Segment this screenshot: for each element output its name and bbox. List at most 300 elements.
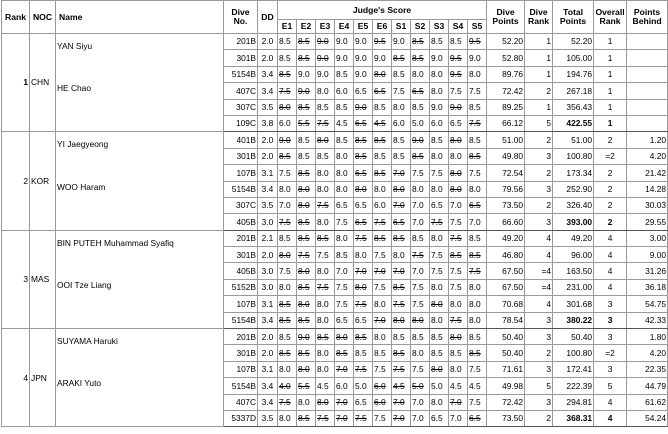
judge-score: 8.0 bbox=[316, 83, 335, 99]
dive-points: 70.68 bbox=[487, 296, 525, 312]
judge-score: 7.5 bbox=[392, 361, 411, 377]
judge-score: 8.5 bbox=[335, 66, 354, 82]
dive-number: 301B bbox=[224, 148, 258, 164]
dive-number: 5152B bbox=[224, 279, 258, 295]
degree-of-difficulty: 3.5 bbox=[258, 410, 278, 426]
judge-score: 8.5 bbox=[411, 99, 430, 115]
degree-of-difficulty: 3.4 bbox=[258, 378, 278, 394]
judge-score: 6.0 bbox=[392, 115, 411, 131]
judge-score: 9.0 bbox=[373, 50, 392, 66]
judge-score: 8.5 bbox=[373, 99, 392, 115]
header-judge-s2: S2 bbox=[411, 20, 430, 34]
judge-score: 8.0 bbox=[354, 181, 373, 197]
judge-score: 6.0 bbox=[335, 83, 354, 99]
judge-score: 8.0 bbox=[278, 247, 297, 263]
judge-score: 8.5 bbox=[411, 50, 430, 66]
dive-number: 5154B bbox=[224, 66, 258, 82]
judge-score: 7.0 bbox=[449, 197, 468, 213]
points-behind bbox=[627, 50, 668, 66]
judge-score: 9.0 bbox=[316, 66, 335, 82]
judge-score: 8.0 bbox=[430, 279, 449, 295]
judge-score: 8.5 bbox=[449, 247, 468, 263]
judge-score: 8.0 bbox=[411, 181, 430, 197]
judge-score: 7.5 bbox=[430, 214, 449, 230]
header-total-points: Total Points bbox=[553, 1, 594, 34]
degree-of-difficulty: 2.0 bbox=[258, 132, 278, 148]
judge-score: 8.0 bbox=[392, 181, 411, 197]
dive-rank: 3 bbox=[525, 214, 553, 230]
judge-score: 8.0 bbox=[430, 230, 449, 246]
points-behind: 42.33 bbox=[627, 312, 668, 328]
dive-number: 301B bbox=[224, 50, 258, 66]
judge-score: 6.0 bbox=[373, 394, 392, 410]
judge-score: 8.0 bbox=[316, 361, 335, 377]
points-behind: 4.20 bbox=[627, 345, 668, 361]
dive-rank: =4 bbox=[525, 263, 553, 279]
athlete-name: YAN Siyu bbox=[57, 41, 93, 51]
judge-score: 8.0 bbox=[316, 263, 335, 279]
judge-score: 7.5 bbox=[411, 165, 430, 181]
dive-number: 107B bbox=[224, 361, 258, 377]
judge-score: 6.5 bbox=[449, 115, 468, 131]
header-dive-points: Dive Points bbox=[487, 1, 525, 34]
judge-score: 8.5 bbox=[373, 165, 392, 181]
overall-rank: 1 bbox=[594, 115, 627, 131]
judge-score: 6.5 bbox=[354, 394, 373, 410]
header-judge-s4: S4 bbox=[449, 20, 468, 34]
judge-score: 8.0 bbox=[373, 329, 392, 345]
judge-score: 5.0 bbox=[354, 378, 373, 394]
judge-score: 7.0 bbox=[335, 361, 354, 377]
judge-score: 7.0 bbox=[449, 394, 468, 410]
judge-score: 8.5 bbox=[278, 329, 297, 345]
judge-score: 7.0 bbox=[392, 197, 411, 213]
judge-score: 6.0 bbox=[373, 197, 392, 213]
dive-rank: 2 bbox=[525, 197, 553, 213]
judge-score: 9.5 bbox=[373, 34, 392, 50]
judge-score: 8.5 bbox=[354, 132, 373, 148]
judge-score: 7.0 bbox=[392, 165, 411, 181]
total-points: 356.43 bbox=[553, 99, 594, 115]
degree-of-difficulty: 3.0 bbox=[258, 214, 278, 230]
dive-points: 73.50 bbox=[487, 197, 525, 213]
judge-score: 6.5 bbox=[354, 312, 373, 328]
degree-of-difficulty: 3.4 bbox=[258, 394, 278, 410]
judge-score: 7.0 bbox=[411, 394, 430, 410]
judge-score: 8.0 bbox=[430, 361, 449, 377]
judge-score: 7.5 bbox=[392, 83, 411, 99]
dive-rank: 3 bbox=[525, 394, 553, 410]
judge-score: 7.5 bbox=[449, 214, 468, 230]
overall-rank: 2 bbox=[594, 197, 627, 213]
overall-rank: =2 bbox=[594, 345, 627, 361]
team-athletes bbox=[56, 230, 224, 328]
judge-score: 8.5 bbox=[316, 99, 335, 115]
header-judge-e4: E4 bbox=[335, 20, 354, 34]
judge-score: 8.5 bbox=[373, 230, 392, 246]
judge-score: 8.0 bbox=[316, 132, 335, 148]
dive-points: 50.40 bbox=[487, 329, 525, 345]
header-dive-rank: Dive Rank bbox=[525, 1, 553, 34]
judge-score: 7.5 bbox=[392, 296, 411, 312]
dive-row bbox=[2, 230, 668, 246]
total-points: 326.40 bbox=[553, 197, 594, 213]
judge-score: 8.5 bbox=[392, 132, 411, 148]
judge-score: 6.5 bbox=[468, 410, 487, 426]
judge-score: 8.0 bbox=[392, 312, 411, 328]
judge-score: 8.5 bbox=[297, 279, 316, 295]
dive-number: 5154B bbox=[224, 378, 258, 394]
degree-of-difficulty: 3.1 bbox=[258, 165, 278, 181]
judge-score: 7.5 bbox=[335, 296, 354, 312]
judge-score: 7.0 bbox=[411, 197, 430, 213]
judge-score: 7.0 bbox=[354, 263, 373, 279]
judge-score: 8.0 bbox=[316, 312, 335, 328]
judge-score: 7.5 bbox=[449, 279, 468, 295]
judge-score: 8.5 bbox=[316, 230, 335, 246]
overall-rank: 1 bbox=[594, 83, 627, 99]
judge-score: 8.0 bbox=[297, 197, 316, 213]
athlete-name: YI Jaegyeong bbox=[57, 139, 109, 150]
judge-score: 8.0 bbox=[430, 148, 449, 164]
judge-score: 8.5 bbox=[468, 247, 487, 263]
judge-score: 7.5 bbox=[468, 165, 487, 181]
total-points: 100.80 bbox=[553, 148, 594, 164]
overall-rank: 4 bbox=[594, 263, 627, 279]
total-points: 393.00 bbox=[553, 214, 594, 230]
judge-score: 8.5 bbox=[297, 50, 316, 66]
judge-score: 7.5 bbox=[297, 247, 316, 263]
total-points: 301.68 bbox=[553, 296, 594, 312]
judge-score: 7.5 bbox=[278, 165, 297, 181]
degree-of-difficulty: 3.0 bbox=[258, 279, 278, 295]
dive-rank: 4 bbox=[525, 296, 553, 312]
dive-points: 66.12 bbox=[487, 115, 525, 131]
judge-score: 9.5 bbox=[449, 66, 468, 82]
judge-score: 7.5 bbox=[373, 247, 392, 263]
judge-score: 8.5 bbox=[354, 329, 373, 345]
judge-score: 8.5 bbox=[335, 247, 354, 263]
judge-score: 8.5 bbox=[392, 148, 411, 164]
judge-score: 7.5 bbox=[316, 279, 335, 295]
header-points-behind: Points Behind bbox=[627, 1, 668, 34]
judge-score: 6.5 bbox=[373, 83, 392, 99]
judge-score: 7.5 bbox=[278, 263, 297, 279]
overall-rank: 5 bbox=[594, 378, 627, 394]
judge-score: 7.5 bbox=[449, 230, 468, 246]
judge-score: 8.5 bbox=[392, 329, 411, 345]
judge-score: 8.0 bbox=[411, 312, 430, 328]
total-points: 380.22 bbox=[553, 312, 594, 328]
judge-score: 8.0 bbox=[354, 247, 373, 263]
dive-number: 201B bbox=[224, 230, 258, 246]
judge-score: 7.0 bbox=[411, 263, 430, 279]
judge-score: 8.0 bbox=[392, 247, 411, 263]
team-rank: 3 bbox=[2, 230, 30, 328]
overall-rank: 3 bbox=[594, 361, 627, 377]
judge-score: 8.5 bbox=[354, 148, 373, 164]
athlete-name: BIN PUTEH Muhammad Syafiq bbox=[57, 237, 174, 248]
judge-score: 8.0 bbox=[468, 181, 487, 197]
judge-score: 8.5 bbox=[392, 345, 411, 361]
judge-score: 8.5 bbox=[278, 50, 297, 66]
points-behind: 3.00 bbox=[627, 230, 668, 246]
judge-score: 8.5 bbox=[278, 66, 297, 82]
header-judge-e2: E2 bbox=[297, 20, 316, 34]
degree-of-difficulty: 3.0 bbox=[258, 263, 278, 279]
total-points: 194.76 bbox=[553, 66, 594, 82]
judge-score: 8.0 bbox=[430, 181, 449, 197]
judge-score: 9.0 bbox=[468, 50, 487, 66]
dive-number: 301B bbox=[224, 247, 258, 263]
judge-score: 7.5 bbox=[411, 296, 430, 312]
degree-of-difficulty: 2.1 bbox=[258, 230, 278, 246]
judge-score: 8.5 bbox=[335, 345, 354, 361]
judge-score: 8.5 bbox=[297, 345, 316, 361]
total-points: 294.81 bbox=[553, 394, 594, 410]
judge-score: 7.5 bbox=[354, 410, 373, 426]
judge-score: 9.5 bbox=[449, 50, 468, 66]
judge-score: 8.0 bbox=[449, 329, 468, 345]
dive-rank: 1 bbox=[525, 66, 553, 82]
dive-rank: 2 bbox=[525, 132, 553, 148]
judge-score: 8.0 bbox=[449, 296, 468, 312]
judge-score: 8.0 bbox=[468, 66, 487, 82]
judge-score: 9.0 bbox=[335, 34, 354, 50]
judge-score: 5.0 bbox=[430, 378, 449, 394]
overall-rank: 2 bbox=[594, 214, 627, 230]
judge-score: 8.0 bbox=[278, 361, 297, 377]
dive-number: 405B bbox=[224, 214, 258, 230]
judge-score: 7.5 bbox=[316, 410, 335, 426]
dive-points: 72.42 bbox=[487, 394, 525, 410]
dive-number: 5154B bbox=[224, 181, 258, 197]
judge-score: 8.5 bbox=[449, 34, 468, 50]
judge-score: 4.5 bbox=[468, 378, 487, 394]
judge-score: 8.5 bbox=[468, 230, 487, 246]
team-noc: JPN bbox=[30, 329, 56, 427]
judge-score: 9.0 bbox=[297, 66, 316, 82]
judge-score: 7.5 bbox=[468, 263, 487, 279]
judge-score: 9.0 bbox=[297, 329, 316, 345]
total-points: 51.00 bbox=[553, 132, 594, 148]
judge-score: 8.0 bbox=[449, 132, 468, 148]
degree-of-difficulty: 3.8 bbox=[258, 115, 278, 131]
judge-score: 8.0 bbox=[373, 296, 392, 312]
judge-score: 8.5 bbox=[278, 345, 297, 361]
dive-points: 89.25 bbox=[487, 99, 525, 115]
dive-number: 109C bbox=[224, 115, 258, 131]
dive-points: 49.98 bbox=[487, 378, 525, 394]
points-behind: 1.20 bbox=[627, 132, 668, 148]
judge-score: 8.0 bbox=[430, 66, 449, 82]
total-points: 49.20 bbox=[553, 230, 594, 246]
team-athletes bbox=[56, 329, 224, 427]
points-behind: 36.18 bbox=[627, 279, 668, 295]
judge-score: 8.5 bbox=[392, 50, 411, 66]
judge-score: 8.5 bbox=[278, 296, 297, 312]
judge-score: 6.5 bbox=[335, 197, 354, 213]
judge-score: 9.0 bbox=[316, 50, 335, 66]
judge-score: 8.5 bbox=[297, 34, 316, 50]
judge-score: 8.5 bbox=[335, 99, 354, 115]
judge-score: 7.0 bbox=[373, 263, 392, 279]
judge-score: 7.5 bbox=[468, 115, 487, 131]
points-behind: 44.79 bbox=[627, 378, 668, 394]
judge-score: 8.0 bbox=[335, 181, 354, 197]
judge-score: 7.5 bbox=[468, 394, 487, 410]
degree-of-difficulty: 2.0 bbox=[258, 329, 278, 345]
judge-score: 8.0 bbox=[449, 148, 468, 164]
judge-score: 7.0 bbox=[468, 214, 487, 230]
judge-score: 8.5 bbox=[468, 132, 487, 148]
judge-score: 8.5 bbox=[297, 132, 316, 148]
dive-number: 201B bbox=[224, 34, 258, 50]
header-judge-e6: E6 bbox=[373, 20, 392, 34]
judge-score: 9.0 bbox=[411, 132, 430, 148]
judge-score: 8.5 bbox=[392, 230, 411, 246]
judge-score: 9.0 bbox=[335, 50, 354, 66]
judge-score: 8.0 bbox=[316, 345, 335, 361]
judge-score: 4.0 bbox=[278, 378, 297, 394]
dive-rank: 5 bbox=[525, 378, 553, 394]
overall-rank: 1 bbox=[594, 99, 627, 115]
dive-rank: 2 bbox=[525, 345, 553, 361]
judge-score: 8.0 bbox=[430, 296, 449, 312]
header-judge-e1: E1 bbox=[278, 20, 297, 34]
judge-score: 6.5 bbox=[354, 115, 373, 131]
judge-score: 8.0 bbox=[335, 329, 354, 345]
dive-points: 50.40 bbox=[487, 345, 525, 361]
judge-score: 8.5 bbox=[468, 329, 487, 345]
judge-score: 7.5 bbox=[449, 263, 468, 279]
dive-number: 5154B bbox=[224, 312, 258, 328]
judge-score: 7.5 bbox=[449, 312, 468, 328]
judge-score: 6.5 bbox=[354, 83, 373, 99]
dive-number: 107B bbox=[224, 296, 258, 312]
judge-score: 7.0 bbox=[449, 410, 468, 426]
judge-score: 8.5 bbox=[411, 148, 430, 164]
judge-score: 8.0 bbox=[373, 66, 392, 82]
dive-rank: 3 bbox=[525, 312, 553, 328]
total-points: 163.50 bbox=[553, 263, 594, 279]
judge-score: 7.5 bbox=[335, 214, 354, 230]
dive-number: 307C bbox=[224, 197, 258, 213]
overall-rank: 4 bbox=[594, 410, 627, 426]
judge-score: 6.5 bbox=[354, 197, 373, 213]
overall-rank: 2 bbox=[594, 165, 627, 181]
judge-score: 6.5 bbox=[354, 165, 373, 181]
judge-score: 8.5 bbox=[297, 214, 316, 230]
degree-of-difficulty: 3.5 bbox=[258, 197, 278, 213]
degree-of-difficulty: 3.5 bbox=[258, 99, 278, 115]
overall-rank: 3 bbox=[594, 296, 627, 312]
points-behind: 54.24 bbox=[627, 410, 668, 426]
judge-score: 5.5 bbox=[297, 115, 316, 131]
degree-of-difficulty: 2.0 bbox=[258, 34, 278, 50]
points-behind bbox=[627, 83, 668, 99]
dive-rank: 5 bbox=[525, 115, 553, 131]
degree-of-difficulty: 3.1 bbox=[258, 296, 278, 312]
judge-score: 8.5 bbox=[316, 329, 335, 345]
judge-score: 8.0 bbox=[316, 394, 335, 410]
team-rank: 4 bbox=[2, 329, 30, 427]
dive-rank: 3 bbox=[525, 148, 553, 164]
total-points: 368.31 bbox=[553, 410, 594, 426]
total-points: 105.00 bbox=[553, 50, 594, 66]
judge-score: 8.0 bbox=[430, 394, 449, 410]
points-behind: 22.35 bbox=[627, 361, 668, 377]
athlete-name: OOI Tze Liang bbox=[57, 280, 112, 291]
dive-rank: 1 bbox=[525, 50, 553, 66]
judge-score: 8.5 bbox=[468, 345, 487, 361]
dive-points: 49.80 bbox=[487, 148, 525, 164]
judge-score: 8.0 bbox=[354, 279, 373, 295]
degree-of-difficulty: 2.0 bbox=[258, 50, 278, 66]
header-judge-s3: S3 bbox=[430, 20, 449, 34]
judge-score: 8.0 bbox=[335, 230, 354, 246]
judge-score: 9.0 bbox=[354, 34, 373, 50]
total-points: 222.39 bbox=[553, 378, 594, 394]
judge-score: 7.0 bbox=[392, 263, 411, 279]
judge-score: 8.5 bbox=[430, 329, 449, 345]
degree-of-difficulty: 3.4 bbox=[258, 181, 278, 197]
judge-score: 7.5 bbox=[316, 197, 335, 213]
judge-score: 8.5 bbox=[354, 345, 373, 361]
judge-score: 9.0 bbox=[278, 132, 297, 148]
total-points: 173.34 bbox=[553, 165, 594, 181]
judge-score: 8.0 bbox=[278, 99, 297, 115]
overall-rank: 2 bbox=[594, 132, 627, 148]
judge-score: 8.5 bbox=[430, 34, 449, 50]
points-behind: 9.00 bbox=[627, 247, 668, 263]
judge-score: 5.0 bbox=[411, 378, 430, 394]
judge-score: 8.0 bbox=[297, 296, 316, 312]
judge-score: 8.5 bbox=[373, 345, 392, 361]
judge-score: 8.0 bbox=[278, 181, 297, 197]
header-rank: Rank bbox=[2, 1, 30, 34]
judge-score: 8.5 bbox=[430, 345, 449, 361]
judge-score: 7.0 bbox=[373, 312, 392, 328]
dive-number: 401B bbox=[224, 132, 258, 148]
judge-score: 9.0 bbox=[354, 99, 373, 115]
judge-score: 8.0 bbox=[411, 345, 430, 361]
judge-score: 8.0 bbox=[449, 361, 468, 377]
dive-rank: 1 bbox=[525, 99, 553, 115]
team-noc: MAS bbox=[30, 230, 56, 328]
header-noc: NOC bbox=[30, 1, 56, 34]
judge-score: 8.5 bbox=[392, 279, 411, 295]
team-athletes bbox=[56, 132, 224, 230]
dive-points: 78.54 bbox=[487, 312, 525, 328]
judge-score: 5.5 bbox=[297, 378, 316, 394]
judge-score: 4.5 bbox=[316, 378, 335, 394]
judge-score: 7.5 bbox=[354, 230, 373, 246]
judge-score: 6.0 bbox=[335, 378, 354, 394]
judge-score: 7.5 bbox=[373, 279, 392, 295]
judge-score: 8.5 bbox=[468, 99, 487, 115]
judge-score: 8.5 bbox=[373, 132, 392, 148]
dive-rank: 4 bbox=[525, 247, 553, 263]
degree-of-difficulty: 3.4 bbox=[258, 312, 278, 328]
judge-score: 4.5 bbox=[392, 378, 411, 394]
dive-points: 49.20 bbox=[487, 230, 525, 246]
athlete-name: SUYAMA Haruki bbox=[57, 336, 118, 347]
dive-row bbox=[2, 329, 668, 345]
points-behind: 31.26 bbox=[627, 263, 668, 279]
overall-rank: 4 bbox=[594, 230, 627, 246]
judge-score: 8.5 bbox=[297, 99, 316, 115]
